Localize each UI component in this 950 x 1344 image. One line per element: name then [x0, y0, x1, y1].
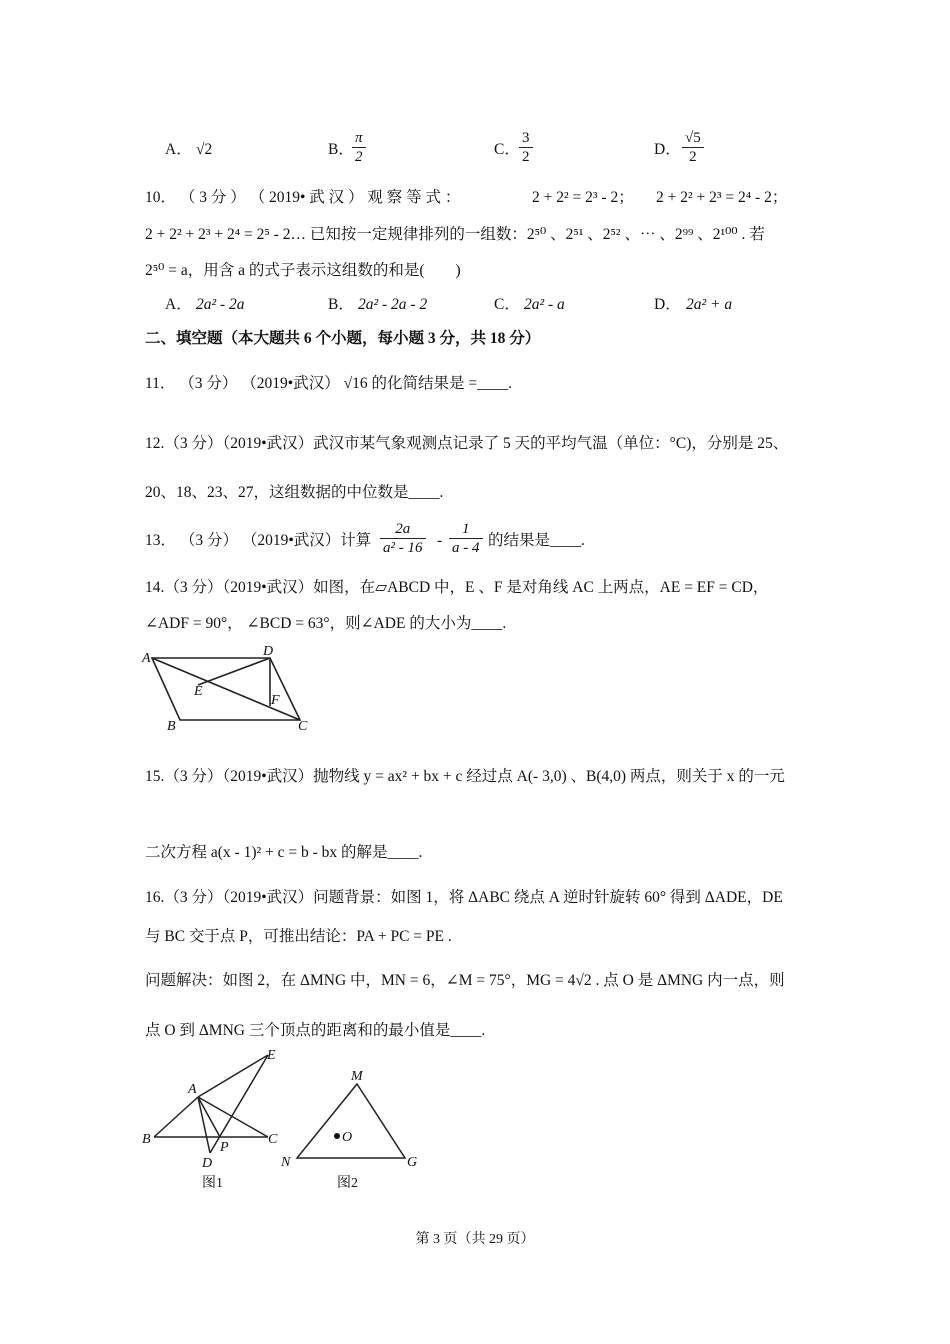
fig1-label-p: P: [220, 1140, 229, 1155]
q14-parallelogram-figure: [140, 640, 320, 735]
q9-option-c-label: C．: [494, 141, 520, 158]
q16-line1: 16.（3 分）（2019•武汉）问题背景：如图 1，将 ΔABC 绕点 A 逆时针旋转 60° 得到 ΔADE，DE: [145, 889, 783, 906]
q14-line2: ∠ADF = 90°， ∠BCD = 63°，则∠ADE 的大小为____.: [145, 615, 507, 632]
q9-option-b-label: B．: [328, 141, 354, 158]
q10-eq1: 2 + 2² = 2³ - 2；: [532, 189, 634, 206]
q10-option-c-value: 2a² - a: [524, 296, 565, 313]
fig14-label-b: B: [167, 719, 176, 734]
fig1-label-c: C: [268, 1132, 278, 1147]
section-2-title: 二、填空题（本大题共 6 个小题，每小题 3 分，共 18 分）: [145, 330, 541, 347]
q9-option-c-fraction: [519, 129, 533, 166]
fig2-label-g: G: [407, 1155, 418, 1170]
q13-fraction-2: [449, 520, 483, 557]
fig14-label-c: C: [298, 719, 308, 734]
q10-head: 10． （ 3 分 ） （ 2019• 武 汉 ） 观 察 等 式 ：: [145, 189, 461, 206]
q10-eq2: 2 + 2² + 2³ = 2⁴ - 2；: [656, 189, 788, 206]
q10-option-d-label: D．: [654, 296, 681, 313]
q10-option-b-label: B．: [328, 296, 354, 313]
q9-option-d-num: √5: [682, 129, 704, 148]
fig2-caption: 图2: [337, 1176, 358, 1191]
q16-line3: 问题解决：如图 2，在 ΔMNG 中，MN = 6，∠M = 75°，MG = 4√2 . 点 O 是 ΔMNG 内一点，则: [145, 972, 785, 989]
q13-f1-num: 2a: [380, 520, 426, 539]
fig14-label-e: E: [194, 684, 203, 699]
fig1-label-b: B: [142, 1132, 151, 1147]
q11-text: 11． （3 分） （2019•武汉） √16 的化简结果是 =____.: [145, 375, 512, 392]
fig1-label-e: E: [267, 1048, 276, 1063]
q9-option-b-den: 2: [355, 149, 363, 165]
q14-line1: 14.（3 分）（2019•武汉）如图，在▱ABCD 中，E 、F 是对角线 AC 上两点，AE = EF = CD，: [145, 579, 769, 596]
q13-f1-den: a² - 16: [383, 540, 423, 556]
fig1-label-a: A: [188, 1082, 197, 1097]
fig14-label-d: D: [263, 644, 274, 659]
fig14-label-a: A: [142, 651, 151, 666]
q9-option-a-label: A．: [165, 141, 192, 158]
q10-option-d-value: 2a² + a: [686, 296, 733, 313]
q13-minus: -: [437, 532, 443, 549]
q10-line2: 2 + 2² + 2³ + 2⁴ = 2⁵ - 2… 已知按一定规律排列的一组数：2⁵⁰ 、2⁵¹ 、2⁵² 、⋯ 、2⁹⁹ 、2¹⁰⁰ . 若: [145, 226, 765, 243]
q10-option-b-value: 2a² - 2a - 2: [358, 296, 428, 313]
q9-option-a-value: √2: [196, 141, 213, 158]
q9-option-c-den: 2: [522, 149, 530, 165]
q16-line4: 点 O 到 ΔMNG 三个顶点的距离和的最小值是____.: [145, 1022, 486, 1039]
fig14-label-f: F: [271, 693, 280, 708]
q13-f2-den: a - 4: [452, 540, 480, 556]
q10-option-a-label: A．: [165, 296, 192, 313]
q9-option-b-fraction: [352, 129, 366, 166]
q13-head: 13． （3 分） （2019•武汉）计算: [145, 532, 372, 549]
q9-option-d-fraction: [682, 129, 704, 166]
fig2-label-m: M: [351, 1069, 363, 1084]
q15-line1: 15.（3 分）（2019•武汉）抛物线 y = ax² + bx + c 经过点 A(- 3,0) 、B(4,0) 两点，则关于 x 的一元: [145, 768, 785, 785]
q16-line2: 与 BC 交于点 P，可推出结论：PA + PC = PE .: [145, 928, 452, 945]
q9-option-d-den: 2: [689, 149, 697, 165]
fig1-label-d: D: [202, 1156, 213, 1171]
q9-option-c-num: 3: [519, 129, 533, 148]
page-footer: 第 3 页（共 29 页）: [415, 1232, 535, 1247]
q13-tail: 的结果是____.: [488, 532, 585, 549]
q13-f2-num: 1: [449, 520, 483, 539]
q10-option-c-label: C．: [494, 296, 520, 313]
fig2-label-n: N: [281, 1155, 291, 1170]
q16-figure-2: [275, 1060, 435, 1195]
q10-line3: 2⁵⁰ = a，用含 a 的式子表示这组数的和是( ): [145, 262, 461, 279]
q12-line1: 12.（3 分）（2019•武汉）武汉市某气象观测点记录了 5 天的平均气温（单位：°C)，分别是 25、: [145, 435, 789, 452]
q13-fraction-1: [380, 520, 426, 557]
fig2-label-o: O: [342, 1130, 353, 1145]
q12-line2: 20、18、23、27，这组数据的中位数是____.: [145, 484, 444, 501]
q9-option-d-label: D．: [654, 141, 681, 158]
q10-option-a-value: 2a² - 2a: [196, 296, 245, 313]
q15-line2: 二次方程 a(x - 1)² + c = b - bx 的解是____.: [145, 844, 423, 861]
q9-option-b-num: π: [352, 129, 366, 148]
fig1-caption: 图1: [202, 1176, 223, 1191]
